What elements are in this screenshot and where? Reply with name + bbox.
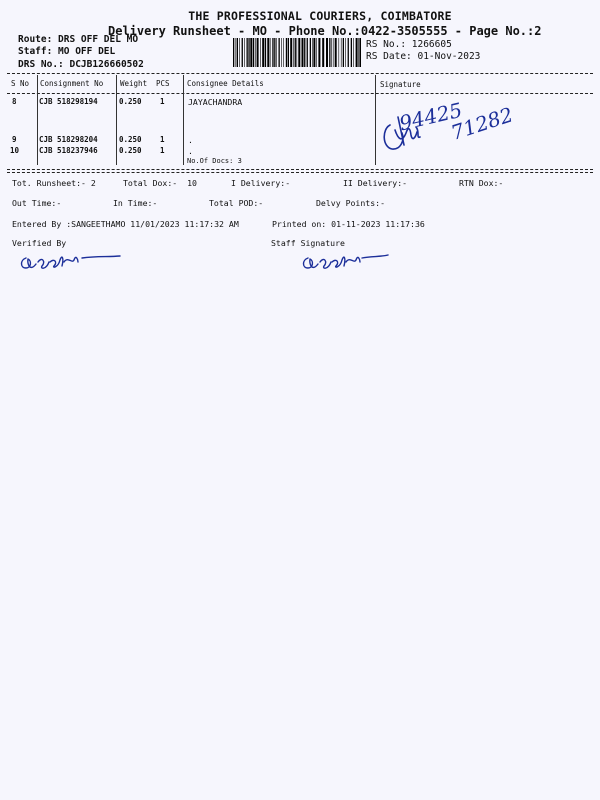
barcode-bar [250, 38, 252, 67]
barcode-bar [244, 38, 245, 67]
i-delivery: I Delivery:- [231, 178, 291, 188]
barcode-bar [329, 38, 330, 67]
row-weight: 0.250 [119, 135, 142, 144]
barcode-bar [302, 38, 304, 67]
row-consignment: CJB 518298204 [39, 135, 98, 144]
row-sno: 8 [12, 97, 17, 106]
row-consignment: CJB 518237946 [39, 146, 98, 155]
barcode-bar [326, 38, 328, 67]
ii-delivery: II Delivery:- [343, 178, 408, 188]
barcode-bar [279, 38, 280, 67]
barcode-bar [335, 38, 337, 67]
barcode-bar [345, 38, 346, 67]
barcode-bar [290, 38, 292, 67]
barcode-bar [307, 38, 308, 67]
drs-number: DRS No.: DCJB126660502 [18, 59, 144, 70]
staff-signature [298, 248, 398, 276]
table-top-rule [7, 73, 593, 74]
barcode-bar [236, 38, 237, 67]
total-dox: Total Dox:- 10 [123, 178, 197, 188]
delvy-points: Delvy Points:- [316, 198, 386, 208]
barcode-bar [270, 38, 271, 67]
row-consignment: CJB 518298194 [39, 97, 98, 106]
table-bottom-rule [7, 169, 593, 170]
col-divider [183, 75, 184, 165]
col-divider [116, 75, 117, 165]
barcode-bar [343, 38, 344, 67]
row-consignee: . [188, 135, 193, 145]
col-header-sno: S No [11, 79, 30, 88]
barcode-bar [295, 38, 296, 67]
barcode-bar [242, 38, 243, 67]
col-divider [37, 75, 38, 165]
table-header-rule [7, 93, 593, 94]
row-weight: 0.250 [119, 146, 142, 155]
company-name: THE PROFESSIONAL COURIERS, COIMBATORE [188, 9, 452, 23]
barcode-bar [331, 38, 332, 67]
col-header-consignee: Consignee Details [187, 79, 264, 88]
row-consignee: . [188, 146, 193, 156]
printed-on: Printed on: 01-11-2023 11:17:36 [272, 219, 425, 229]
barcode-bar [276, 38, 277, 67]
row-consignee: JAYACHANDRA [188, 97, 243, 107]
signature-phone-part1: 94425 [397, 97, 465, 136]
barcode-bar [312, 38, 313, 67]
table-bottom-rule-2 [7, 172, 593, 173]
barcode-bar [267, 38, 269, 67]
barcode-bar [333, 38, 334, 67]
row-weight: 0.250 [119, 97, 142, 106]
col-divider [375, 75, 376, 165]
barcode-bar [239, 38, 240, 67]
barcode-bar [313, 38, 315, 67]
signature-phone-part2: 71282 [448, 102, 516, 145]
barcode-bar [304, 38, 305, 67]
row-pcs: 1 [160, 135, 165, 144]
barcode-bar [322, 38, 324, 67]
barcode-bar [316, 38, 317, 67]
barcode-bar [318, 38, 320, 67]
barcode-bar [274, 38, 275, 67]
tot-runsheet: Tot. Runsheet:- 2 [12, 178, 96, 188]
barcode-bar [351, 38, 352, 67]
barcode-bar [253, 38, 254, 67]
barcode-bar [286, 38, 287, 67]
barcode-bar [348, 38, 349, 67]
staff-signature-label: Staff Signature [271, 238, 345, 248]
route-label: Route: DRS OFF DEL MO [18, 34, 139, 45]
out-time: Out Time:- [12, 198, 62, 208]
barcode-bar [265, 38, 266, 67]
col-header-consignment: Consignment No [40, 79, 104, 88]
barcode-bar [255, 38, 256, 67]
barcode [233, 38, 361, 67]
barcode-bar [297, 38, 298, 67]
barcode-bar [262, 38, 264, 67]
barcode-bar [281, 38, 282, 67]
no-of-docs: No.Of Docs: 3 [187, 157, 242, 165]
rs-number: RS No.: 1266605 [366, 39, 452, 50]
col-header-signature: Signature [380, 80, 421, 89]
row-sno: 9 [12, 135, 17, 144]
verified-by-signature [16, 248, 126, 276]
row-pcs: 1 [160, 97, 165, 106]
barcode-bar [233, 38, 234, 67]
barcode-bar [237, 38, 238, 67]
barcode-bar [260, 38, 261, 67]
row-sno: 10 [10, 146, 20, 155]
rs-date: RS Date: 01-Nov-2023 [366, 51, 481, 62]
staff-label: Staff: MO OFF DEL [18, 46, 116, 57]
row-pcs: 1 [160, 146, 165, 155]
barcode-bar [248, 38, 249, 67]
entered-by: Entered By :SANGEETHAMO 11/01/2023 11:17:32 AM [12, 219, 239, 229]
barcode-bar [272, 38, 273, 67]
barcode-bar [257, 38, 259, 67]
in-time: In Time:- [113, 198, 158, 208]
barcode-bar [353, 38, 354, 67]
barcode-bar [359, 38, 361, 67]
barcode-bar [339, 38, 340, 67]
barcode-bar [293, 38, 294, 67]
verified-by-label: Verified By [12, 238, 67, 248]
total-pod: Total POD:- [209, 198, 264, 208]
barcode-bar [310, 38, 311, 67]
barcode-bar [356, 38, 358, 67]
barcode-bar [288, 38, 289, 67]
barcode-bar [298, 38, 300, 67]
rtn-dox: RTN Dox:- [459, 178, 504, 188]
col-header-weight: Weight [120, 79, 148, 88]
barcode-bar [341, 38, 342, 67]
barcode-bar [247, 38, 248, 67]
runsheet-title: Delivery Runsheet - MO - Phone No.:0422-3505555 - Page No.:2 [108, 24, 542, 38]
barcode-bar [283, 38, 284, 67]
col-header-pcs: PCS [156, 79, 170, 88]
barcode-bar [358, 38, 359, 67]
